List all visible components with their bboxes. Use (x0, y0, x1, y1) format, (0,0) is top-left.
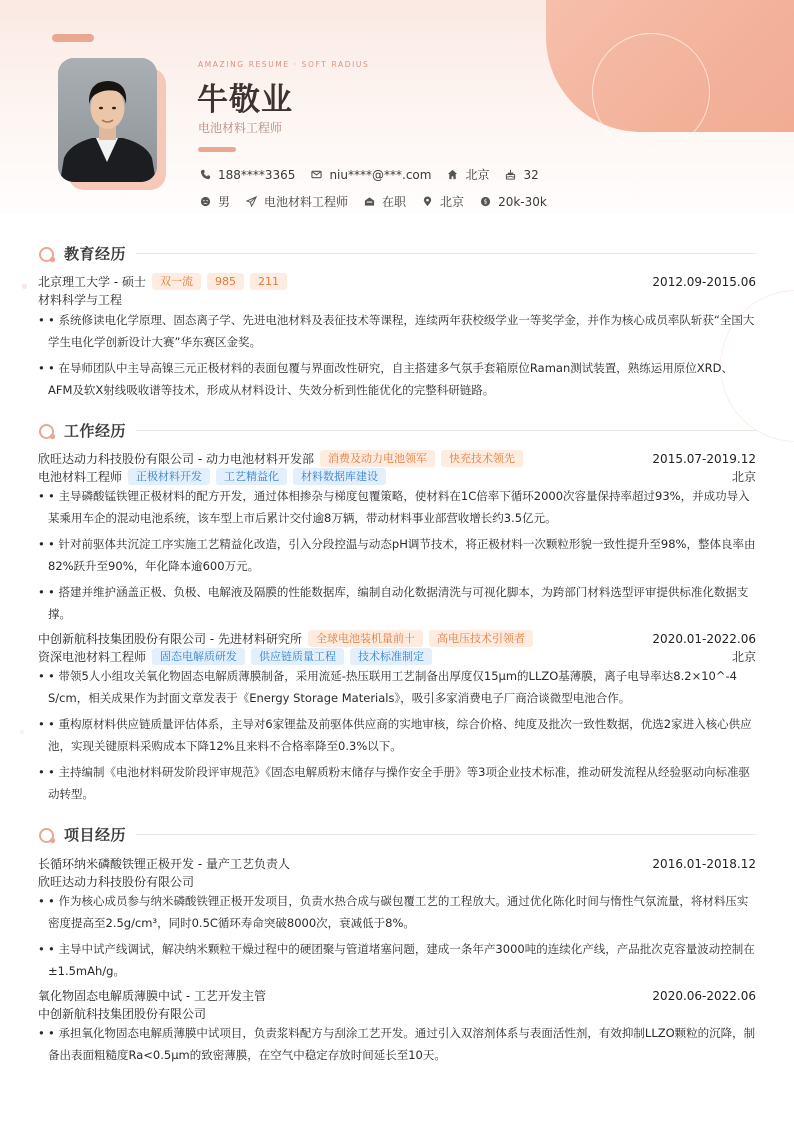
project-name: 氧化物固态电解质薄膜中试 - 工艺开发主管 (38, 989, 266, 1003)
work-title: 资深电池材料工程师 (38, 650, 147, 664)
contact-email (309, 168, 431, 182)
email-text: niu****@***.com (329, 167, 432, 182)
skill-tag: 材料数据库建设 (293, 468, 386, 485)
section-magnifier-icon (38, 825, 57, 844)
accent-bar (198, 147, 236, 152)
work-bullet: • • 搭建并维护涵盖正极、负极、电解液及隔膜的性能数据库，编制自动化数据清洗与可视化脚本，为跨部门材料选型评审提供标准化数据支撑。 (38, 581, 756, 625)
work-title: 电池材料工程师 (38, 470, 123, 484)
project-dates: 2020.06-2022.06 (652, 988, 756, 1003)
salary-icon (478, 195, 492, 209)
candidate-name: 牛敬业 (197, 82, 293, 118)
school-tag: 211 (250, 273, 287, 290)
school-tag: 双一流 (152, 273, 201, 290)
work-bullet: • • 重构原材料供应链质量评估体系，主导对6家锂盐及前驱体供应商的实地审核，综合价格、纯度及批次一致性数据，优选2家进入核心供应池，实现关键原料采购成本下降12%且来料不合格率降至0.3%以下。 (38, 713, 756, 757)
skill-tag: 工艺精益化 (216, 468, 287, 485)
cake-icon (503, 168, 517, 182)
send-icon (244, 195, 258, 209)
project-org: 中创新航科技集团股份有限公司 (38, 1007, 207, 1021)
project-header (38, 987, 756, 1004)
tagline: AMAZING RESUME · SOFT RADIUS (198, 60, 370, 69)
section-title: 项目经历 (64, 826, 127, 844)
section-work (38, 420, 756, 441)
project-bullet: • • 主导中试产线调试，解决纳米颗粒干燥过程中的硬团聚与管道堵塞问题，建成一条年产3000吨的连续化产线，产品批次克容量波动控制在±1.5mAh/g。 (38, 938, 756, 982)
education-major: 材料科学与工程 (38, 293, 123, 307)
phone-text: 188****3365 (218, 167, 296, 182)
decorative-pill (52, 34, 94, 42)
bullet-marker: • (38, 894, 45, 908)
bullet-marker: • (38, 489, 45, 503)
profile-photo (58, 58, 157, 182)
school-name: 北京理工大学 - 硕士 (38, 275, 146, 289)
education-major-row (38, 291, 756, 308)
work-company: 中创新航科技集团股份有限公司 - 先进材料研究所 (38, 632, 302, 646)
bullet-marker: • (38, 717, 45, 731)
bullet-marker: • (38, 765, 45, 779)
company-tag: 高电压技术引领者 (429, 630, 533, 647)
bullet-marker: • (38, 942, 45, 956)
location-icon (420, 195, 434, 209)
skill-tag: 固态电解质研发 (152, 648, 245, 665)
bullet-marker: • (38, 669, 45, 683)
profile-target-role (244, 193, 348, 210)
bullet-marker: • (38, 1026, 45, 1040)
work-bullet: • • 主导磷酸锰铁锂正极材料的配方开发，通过体相掺杂与梯度包覆策略，使材料在1C倍率下循环2000次容量保持率超过93%，并成功导入某乘用车企的混动电池系统，该车型上市后累计交付逾8万辆，带动材料事业部营收增长约3.5亿元。 (38, 485, 756, 529)
city-text: 北京 (465, 168, 490, 182)
work-bullet: • • 带领5人小组攻关氧化物固态电解质薄膜制备，采用流延-热压联用工艺制备出厚度仅15μm的LLZO基薄膜，离子电导率达8.2×10^-4 S/cm，相关成果作为封面文章发表于《Energy Storage Materials》，吸引多家消费电子厂商洽谈微型电池合作。 (38, 665, 756, 709)
gender-text: 男 (218, 195, 231, 209)
project-org-row (38, 873, 756, 890)
project-dates: 2016.01-2018.12 (652, 856, 756, 871)
work-city: 北京 (731, 470, 756, 484)
section-magnifier-icon (38, 421, 57, 440)
project-org-row (38, 1005, 756, 1022)
work-dates: 2020.01-2022.06 (652, 631, 756, 646)
section-title: 工作经历 (64, 422, 127, 440)
bullet-marker: • (38, 361, 45, 375)
profile-row (198, 193, 561, 210)
profile-salary (478, 195, 547, 209)
contact-phone (198, 168, 295, 182)
skill-tag: 供应链质量工程 (251, 648, 344, 665)
salary-text: 20k-30k (498, 194, 547, 209)
contact-age (503, 168, 538, 182)
section-divider (136, 834, 756, 835)
profile-location (420, 193, 464, 210)
work-city: 北京 (731, 650, 756, 664)
project-bullet: • • 承担氧化物固态电解质薄膜中试项目，负责浆料配方与刮涂工艺开发。通过引入双溶剂体系与表面活性剂，有效抑制LLZO颗粒的沉降，制备出表面粗糙度Ra<0.5μm的致密薄膜，在空气中稳定存放时间延长至10天。 (38, 1022, 756, 1066)
age-text: 32 (523, 167, 539, 182)
education-bullet: • • 在导师团队中主导高镍三元正极材料的表面包覆与界面改性研究，自主搭建多气氛手套箱原位Raman测试装置，熟练运用原位XRD、AFM及软X射线吸收谱等技术，形成从材料设计、失效分析到性能优化的完整科研链路。 (38, 357, 756, 401)
project-org: 欣旺达动力科技股份有限公司 (38, 875, 195, 889)
bullet-marker: • (38, 313, 45, 327)
education-header (38, 273, 756, 290)
work-company: 欣旺达动力科技股份有限公司 - 动力电池材料开发部 (38, 452, 314, 466)
work-header (38, 450, 756, 467)
bullet-marker: • (38, 585, 45, 599)
decorative-dot (20, 730, 24, 734)
section-education (38, 243, 756, 264)
person-icon (198, 195, 212, 209)
section-project (38, 824, 756, 845)
education-dates: 2012.09-2015.06 (652, 274, 756, 289)
profile-gender (198, 193, 230, 210)
contact-row (198, 166, 553, 183)
section-divider (136, 253, 756, 254)
company-tag: 快充技术领先 (441, 450, 523, 467)
work-title-row (38, 468, 756, 485)
company-tag: 消费及动力电池领军 (320, 450, 435, 467)
project-name: 长循环纳米磷酸铁锂正极开发 - 量产工艺负责人 (38, 857, 290, 871)
skill-tag: 技术标准制定 (350, 648, 432, 665)
decorative-dot (22, 284, 27, 289)
profile-status (362, 193, 406, 210)
work-bullet: • • 主持编制《电池材料研发阶段评审规范》《固态电解质粉末储存与操作安全手册》等3项企业技术标准，推动研发流程从经验驱动向标准驱动转型。 (38, 761, 756, 805)
section-magnifier-icon (38, 244, 57, 263)
decorative-circle (592, 33, 710, 151)
work-title-row (38, 648, 756, 665)
skill-tag: 正极材料开发 (128, 468, 210, 485)
home-icon (445, 168, 459, 182)
section-divider (136, 430, 756, 431)
candidate-role: 电池材料工程师 (198, 121, 283, 135)
section-title: 教育经历 (64, 245, 127, 263)
project-bullet: • • 作为核心成员参与纳米磷酸铁锂正极开发项目，负责水热合成与碳包覆工艺的工程放大。通过优化陈化时间与惰性气氛流量，将材料压实密度提高至2.5g/cm³，同时0.5C循环寿命突破8000次，衰减低于8%。 (38, 890, 756, 934)
company-tag: 全球电池装机量前十 (308, 630, 423, 647)
target-role-text: 电池材料工程师 (264, 195, 349, 209)
work-dates: 2015.07-2019.12 (652, 451, 756, 466)
status-icon (362, 195, 376, 209)
bullet-marker: • (38, 537, 45, 551)
svg-text:$: $ (483, 198, 487, 206)
phone-icon (198, 168, 212, 182)
status-text: 在职 (382, 195, 407, 209)
contact-city (445, 166, 489, 183)
mail-icon (309, 168, 323, 182)
location-text: 北京 (440, 195, 465, 209)
project-header (38, 855, 756, 872)
work-header (38, 630, 756, 647)
school-tag: 985 (207, 273, 244, 290)
education-bullet: • • 系统修读电化学原理、固态离子学、先进电池材料及表征技术等课程，连续两年获校级学业一等奖学金，并作为核心成员率队斩获“全国大学生电化学创新设计大赛”华东赛区金奖。 (38, 309, 756, 353)
work-bullet: • • 针对前驱体共沉淀工序实施工艺精益化改造，引入分段控温与动态pH调节技术，将正极材料一次颗粒形貌一致性提升至98%，整体良率由82%跃升至90%，年化降本逾600万元。 (38, 533, 756, 577)
